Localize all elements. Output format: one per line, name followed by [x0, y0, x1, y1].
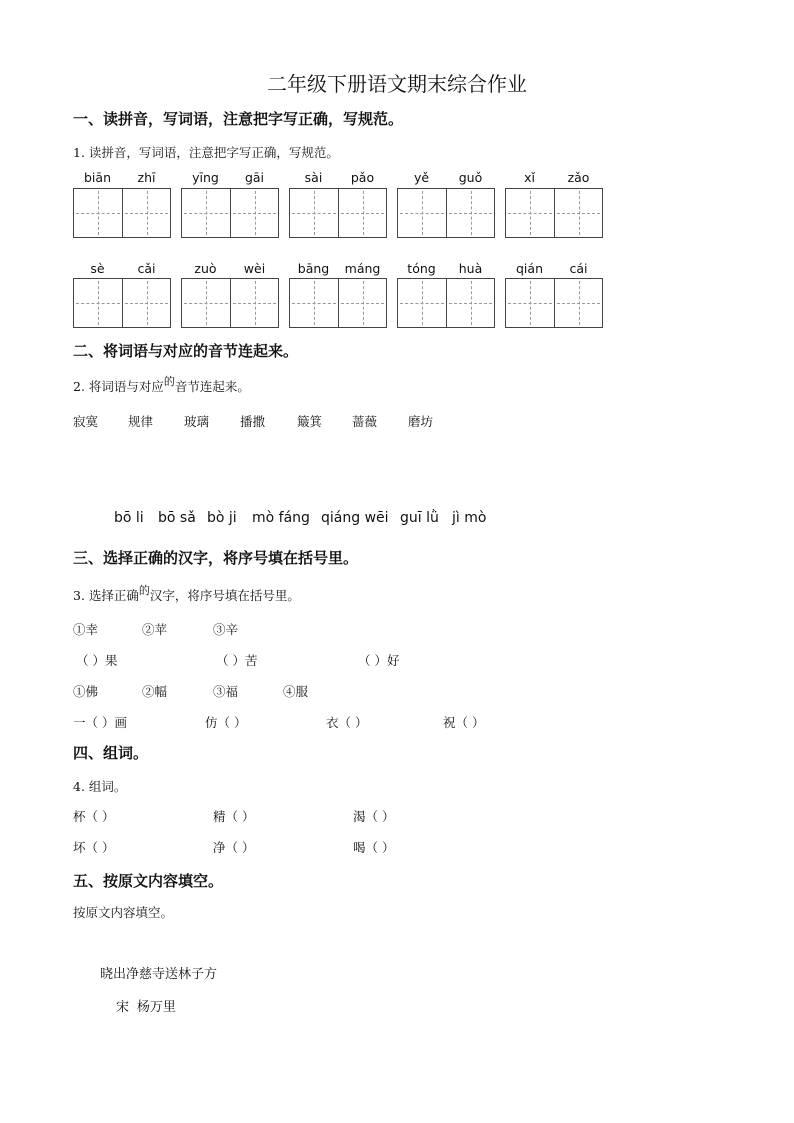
writing-cell	[74, 189, 122, 237]
writing-cell	[554, 279, 602, 327]
pinyin-item: bò ji	[207, 510, 237, 526]
option-item: ④服	[283, 684, 309, 699]
writing-cell	[446, 279, 494, 327]
question-3-text-sup: 的	[138, 584, 150, 597]
pinyin-pair	[397, 261, 495, 276]
question-2-text	[73, 377, 250, 395]
option-item: ①佛	[73, 684, 99, 699]
word-group-blank: 杯（ ）	[73, 809, 115, 824]
question-3-text	[73, 586, 300, 604]
pinyin-syllable: pǎo	[350, 170, 375, 185]
option-item: ③辛	[213, 622, 239, 637]
pinyin-syllable: qián	[516, 261, 543, 276]
page-title: 二年级下册语文期末综合作业	[267, 72, 527, 96]
pinyin-syllable: tóng	[407, 261, 436, 276]
section-heading-4: 四、组词。	[73, 744, 149, 762]
pinyin-syllable: gāi	[244, 170, 265, 185]
question-4-text: 4. 组词。	[73, 779, 127, 794]
pinyin-syllable: zhī	[137, 170, 156, 185]
word-item: 寂寞	[73, 414, 99, 429]
word-group-blank: 渴（ ）	[353, 809, 395, 824]
pinyin-syllable: huà	[458, 261, 483, 276]
pinyin-pair	[289, 170, 387, 185]
writing-cell	[122, 279, 170, 327]
fill-blank: 一（ ）画	[73, 715, 127, 730]
pinyin-pair	[397, 170, 495, 185]
pinyin-syllable: cǎi	[137, 261, 156, 276]
word-group-blank: 净（ ）	[213, 840, 255, 855]
word-item: 玻璃	[184, 414, 210, 429]
tianzige-box	[181, 278, 279, 328]
option-item: ③福	[213, 684, 239, 699]
pinyin-item: bō li	[114, 510, 144, 526]
pinyin-syllable: guǒ	[458, 170, 483, 185]
pinyin-syllable: yīng	[192, 170, 219, 185]
word-group-blank: 精（ ）	[213, 809, 255, 824]
word-item: 规律	[128, 414, 154, 429]
pinyin-syllable: biān	[84, 170, 111, 185]
tianzige-box	[397, 278, 495, 328]
writing-cell	[506, 279, 554, 327]
pinyin-syllable: wèi	[243, 261, 266, 276]
question-3-text-a: 3. 选择正确	[73, 588, 139, 603]
word-group-blank: 喝（ ）	[353, 840, 395, 855]
writing-cell	[182, 279, 230, 327]
pinyin-pair	[289, 261, 387, 276]
pinyin-syllable: xǐ	[524, 170, 535, 185]
writing-cell	[554, 189, 602, 237]
word-item: 蔷薇	[352, 414, 378, 429]
pinyin-pair	[73, 170, 171, 185]
writing-cell	[230, 189, 278, 237]
pinyin-item: qiáng wēi	[321, 510, 389, 526]
fill-blank: 仿（ ）	[205, 715, 247, 730]
tianzige-box	[289, 188, 387, 238]
writing-cell	[122, 189, 170, 237]
pinyin-syllable: sài	[304, 170, 323, 185]
tianzige-box	[289, 278, 387, 328]
pinyin-syllable: bāng	[297, 261, 330, 276]
pinyin-item: bō sǎ	[158, 510, 196, 526]
writing-cell	[230, 279, 278, 327]
pinyin-pair	[181, 170, 279, 185]
fill-blank: （ ）果	[76, 653, 118, 668]
fill-blank: （ ）苦	[216, 653, 258, 668]
section-heading-5: 五、按原文内容填空。	[73, 872, 224, 890]
poem-title: 晓出净慈寺送林子方	[100, 967, 218, 982]
question-1-text: 1. 读拼音，写词语，注意把字写正确，写规范。	[73, 145, 339, 160]
poem-author: 宋 杨万里	[116, 1000, 176, 1015]
pinyin-pair	[505, 261, 603, 276]
writing-cell	[338, 189, 386, 237]
pinyin-pair	[73, 261, 171, 276]
pinyin-syllable: zǎo	[567, 170, 590, 185]
word-item: 磨坊	[408, 414, 434, 429]
fill-blank: 祝（ ）	[443, 715, 485, 730]
pinyin-syllable: cái	[569, 261, 588, 276]
question-2-text-a: 2. 将词语与对应	[73, 379, 164, 394]
pinyin-item: mò fáng	[252, 510, 310, 526]
pinyin-item: guī lǜ	[400, 510, 439, 526]
writing-cell	[290, 279, 338, 327]
fill-blank: 衣（ ）	[326, 715, 368, 730]
tianzige-box	[181, 188, 279, 238]
pinyin-syllable: máng	[344, 261, 381, 276]
question-3-text-b: 汉字，将序号填在括号里。	[149, 588, 300, 603]
tianzige-box	[505, 188, 603, 238]
question-2-text-b: 音节连起来。	[174, 379, 250, 394]
writing-cell	[398, 279, 446, 327]
pinyin-syllable: yě	[413, 170, 430, 185]
pinyin-item: jì mò	[452, 510, 487, 526]
writing-cell	[446, 189, 494, 237]
tianzige-box	[505, 278, 603, 328]
pinyin-syllable: zuò	[194, 261, 217, 276]
option-item: ①幸	[73, 622, 99, 637]
word-group-blank: 坏（ ）	[73, 840, 115, 855]
word-item: 播撒	[240, 414, 266, 429]
writing-cell	[74, 279, 122, 327]
writing-cell	[338, 279, 386, 327]
tianzige-box	[73, 188, 171, 238]
question-2-text-sup: 的	[163, 375, 175, 388]
tianzige-box	[73, 278, 171, 328]
writing-cell	[506, 189, 554, 237]
pinyin-syllable: sè	[90, 261, 105, 276]
writing-cell	[290, 189, 338, 237]
writing-cell	[182, 189, 230, 237]
word-item: 簸箕	[297, 414, 323, 429]
tianzige-box	[397, 188, 495, 238]
option-item: ②苹	[142, 622, 168, 637]
section-heading-1: 一、读拼音，写词语，注意把字写正确，写规范。	[73, 110, 404, 128]
writing-cell	[398, 189, 446, 237]
section-heading-3: 三、选择正确的汉字，将序号填在括号里。	[73, 549, 359, 567]
section-heading-2: 二、将词语与对应的音节连起来。	[73, 342, 299, 360]
question-5-text: 按原文内容填空。	[73, 905, 174, 920]
pinyin-pair	[181, 261, 279, 276]
option-item: ②幅	[142, 684, 168, 699]
pinyin-pair	[505, 170, 603, 185]
fill-blank: （ ）好	[358, 653, 400, 668]
